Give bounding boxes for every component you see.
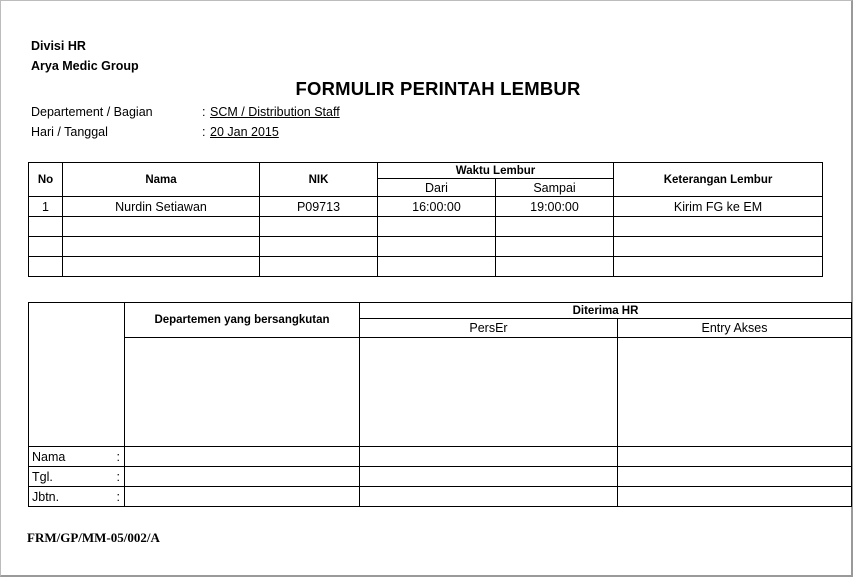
- date-colon: :: [202, 125, 206, 139]
- header-nama: Nama: [63, 163, 260, 197]
- row-keterangan: Kirim FG ke EM: [614, 197, 823, 217]
- blank-corner-cell: [29, 303, 125, 447]
- header-dari: Dari: [378, 179, 496, 197]
- approval-table: [28, 302, 852, 507]
- row-nama: Nurdin Setiawan: [63, 197, 260, 217]
- hr-header: Diterima HR: [360, 303, 852, 319]
- header-sampai: Sampai: [496, 179, 614, 197]
- company-name: Arya Medic Group: [31, 59, 139, 73]
- table-row: [29, 197, 823, 217]
- form-title: FORMULIR PERINTAH LEMBUR: [295, 78, 581, 99]
- jbtn-label: Jbtn.: [29, 487, 116, 507]
- tgl-colon: :: [116, 467, 125, 487]
- nama-label: Nama: [29, 447, 116, 467]
- dept-header: Departemen yang bersangkutan: [125, 303, 360, 338]
- empty-row: [29, 217, 823, 237]
- date-value: 20 Jan 2015: [210, 125, 279, 139]
- empty-row: [29, 237, 823, 257]
- row-nik: P09713: [260, 197, 378, 217]
- row-no: 1: [29, 197, 63, 217]
- header-waktu-lembur: Waktu Lembur: [378, 163, 614, 179]
- dept-signature-box: [125, 338, 360, 447]
- perser-signature-box: [360, 338, 618, 447]
- tgl-label: Tgl.: [29, 467, 116, 487]
- header-keterangan: Keterangan Lembur: [614, 163, 823, 197]
- form-code: FRM/GP/MM-05/002/A: [27, 530, 160, 545]
- empty-row: [29, 257, 823, 277]
- entry-akses-header: Entry Akses: [618, 319, 852, 338]
- jbtn-colon: :: [116, 487, 125, 507]
- dept-colon: :: [202, 105, 206, 119]
- perser-header: PersEr: [360, 319, 618, 338]
- dept-label: Departement / Bagian: [31, 105, 153, 119]
- nama-colon: :: [116, 447, 125, 467]
- row-sampai: 19:00:00: [496, 197, 614, 217]
- header-no: No: [29, 163, 63, 197]
- division-name: Divisi HR: [31, 39, 86, 53]
- dept-value: SCM / Distribution Staff: [210, 105, 340, 119]
- date-label: Hari / Tanggal: [31, 125, 108, 139]
- header-nik: NIK: [260, 163, 378, 197]
- overtime-table: [28, 162, 823, 277]
- entry-signature-box: [618, 338, 852, 447]
- row-dari: 16:00:00: [378, 197, 496, 217]
